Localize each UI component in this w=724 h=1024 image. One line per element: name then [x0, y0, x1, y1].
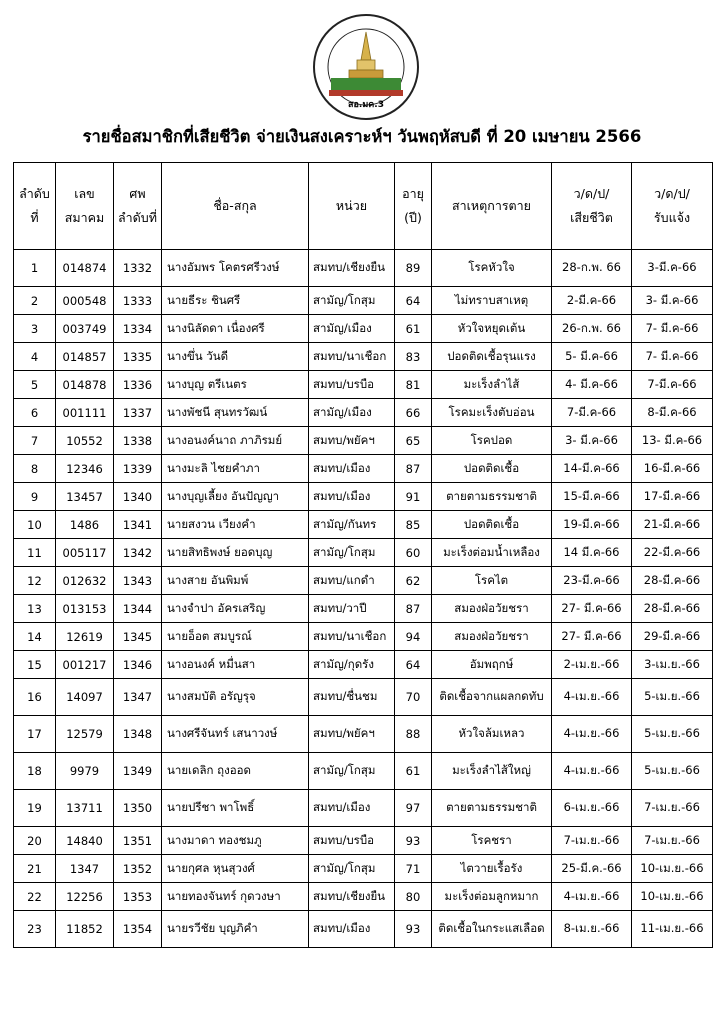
- member-id-cell: 014874: [56, 250, 114, 287]
- corpse-no-cell: 1352: [114, 855, 162, 883]
- row-no-cell: 10: [14, 511, 56, 539]
- row-no-cell: 5: [14, 371, 56, 399]
- notified-date-cell: 3-มี.ค-66: [632, 250, 713, 287]
- unit-cell: สมทบ/ชื่นชม: [309, 679, 395, 716]
- cause-cell: ตายตามธรรมชาติ: [432, 790, 552, 827]
- age-cell: 85: [395, 511, 432, 539]
- corpse-no-cell: 1340: [114, 483, 162, 511]
- unit-cell: สามัญ/โกสุม: [309, 539, 395, 567]
- member-id-cell: 000548: [56, 287, 114, 315]
- notified-date-cell: 7-มี.ค-66: [632, 371, 713, 399]
- table-row: [14, 679, 713, 716]
- age-cell: 87: [395, 455, 432, 483]
- cause-cell: มะเร็งลำไส้: [432, 371, 552, 399]
- member-name-cell: นางบุญ ตรีเนตร: [162, 371, 309, 399]
- member-name-cell: นางสมบัติ อรัญรุจ: [162, 679, 309, 716]
- age-cell: 65: [395, 427, 432, 455]
- cause-cell: มะเร็งลำไส้ใหญ่: [432, 753, 552, 790]
- table-row: [14, 250, 713, 287]
- death-date-cell: 2-เม.ย.-66: [552, 651, 632, 679]
- header-cause: สาเหตุการตาย: [432, 163, 552, 250]
- member-id-cell: 14840: [56, 827, 114, 855]
- table-row: [14, 753, 713, 790]
- age-cell: 66: [395, 399, 432, 427]
- cause-cell: มะเร็งต่อมลูกหมาก: [432, 883, 552, 911]
- row-no-cell: 23: [14, 911, 56, 948]
- cause-cell: โรคปอด: [432, 427, 552, 455]
- age-cell: 93: [395, 911, 432, 948]
- member-id-cell: 014878: [56, 371, 114, 399]
- member-id-cell: 13457: [56, 483, 114, 511]
- cause-cell: หัวใจหยุดเต้น: [432, 315, 552, 343]
- corpse-no-cell: 1339: [114, 455, 162, 483]
- corpse-no-cell: 1351: [114, 827, 162, 855]
- notified-date-cell: 13- มี.ค-66: [632, 427, 713, 455]
- notified-date-cell: 8-มี.ค-66: [632, 399, 713, 427]
- notified-date-cell: 5-เม.ย.-66: [632, 679, 713, 716]
- corpse-no-cell: 1344: [114, 595, 162, 623]
- notified-date-cell: 3-เม.ย.-66: [632, 651, 713, 679]
- row-no-cell: 4: [14, 343, 56, 371]
- notified-date-cell: 10-เม.ย.-66: [632, 883, 713, 911]
- member-id-cell: 9979: [56, 753, 114, 790]
- notified-date-cell: 3- มี.ค-66: [632, 287, 713, 315]
- age-cell: 60: [395, 539, 432, 567]
- member-name-cell: นายทองจันทร์ กุดวงษา: [162, 883, 309, 911]
- row-no-cell: 22: [14, 883, 56, 911]
- member-name-cell: นายธีระ ชินศรี: [162, 287, 309, 315]
- member-id-cell: 12256: [56, 883, 114, 911]
- table-row: [14, 483, 713, 511]
- member-id-cell: 003749: [56, 315, 114, 343]
- cause-cell: อัมพฤกษ์: [432, 651, 552, 679]
- cause-cell: ติดเชื้อจากแผลกดทับ: [432, 679, 552, 716]
- notified-date-cell: 21-มี.ค-66: [632, 511, 713, 539]
- row-no-cell: 8: [14, 455, 56, 483]
- unit-cell: สมทบ/เมือง: [309, 911, 395, 948]
- notified-date-cell: 7-เม.ย.-66: [632, 790, 713, 827]
- corpse-no-cell: 1332: [114, 250, 162, 287]
- member-id-cell: 11852: [56, 911, 114, 948]
- row-no-cell: 18: [14, 753, 56, 790]
- death-date-cell: 7-มี.ค-66: [552, 399, 632, 427]
- member-id-cell: 001111: [56, 399, 114, 427]
- unit-cell: สมทบ/แกดำ: [309, 567, 395, 595]
- table-row: [14, 343, 713, 371]
- row-no-cell: 14: [14, 623, 56, 651]
- member-name-cell: นายปรีชา พาโพธิ์: [162, 790, 309, 827]
- member-id-cell: 10552: [56, 427, 114, 455]
- member-name-cell: นางพัชนี สุนทรวัฒน์: [162, 399, 309, 427]
- death-date-cell: 7-เม.ย.-66: [552, 827, 632, 855]
- unit-cell: สามัญ/เมือง: [309, 315, 395, 343]
- age-cell: 61: [395, 315, 432, 343]
- member-name-cell: นายสิทธิพงษ์ ยอดบุญ: [162, 539, 309, 567]
- unit-cell: สามัญ/กุดรัง: [309, 651, 395, 679]
- unit-cell: สามัญ/กันทร: [309, 511, 395, 539]
- corpse-no-cell: 1333: [114, 287, 162, 315]
- corpse-no-cell: 1342: [114, 539, 162, 567]
- member-id-cell: 012632: [56, 567, 114, 595]
- corpse-no-cell: 1345: [114, 623, 162, 651]
- row-no-cell: 13: [14, 595, 56, 623]
- table-row: [14, 399, 713, 427]
- notified-date-cell: 17-มี.ค-66: [632, 483, 713, 511]
- row-no-cell: 7: [14, 427, 56, 455]
- notified-date-cell: 7- มี.ค-66: [632, 343, 713, 371]
- member-id-cell: 001217: [56, 651, 114, 679]
- member-id-cell: 14097: [56, 679, 114, 716]
- corpse-no-cell: 1341: [114, 511, 162, 539]
- death-date-cell: 4-เม.ย.-66: [552, 679, 632, 716]
- member-id-cell: 12579: [56, 716, 114, 753]
- member-id-cell: 1347: [56, 855, 114, 883]
- header-death-date: ว/ด/ป/ เสียชีวิต: [552, 163, 632, 250]
- unit-cell: สามัญ/โกสุม: [309, 287, 395, 315]
- header-no: ลำดับ ที่: [14, 163, 56, 250]
- death-date-cell: 23-มี.ค-66: [552, 567, 632, 595]
- member-id-cell: 12619: [56, 623, 114, 651]
- member-id-cell: 014857: [56, 343, 114, 371]
- page-title: รายชื่อสมาชิกที่เสียชีวิต จ่ายเงินสงเคราะห์ฯ วันพฤหัสบดี ที่ 20 เมษายน 2566: [82, 127, 642, 146]
- table-row: [14, 595, 713, 623]
- death-date-cell: 26-ก.พ. 66: [552, 315, 632, 343]
- row-no-cell: 1: [14, 250, 56, 287]
- cause-cell: ตายตามธรรมชาติ: [432, 483, 552, 511]
- unit-cell: สมทบ/พยัคฯ: [309, 716, 395, 753]
- death-date-cell: 4- มี.ค-66: [552, 371, 632, 399]
- header-age: อายุ (ปี): [395, 163, 432, 250]
- corpse-no-cell: 1348: [114, 716, 162, 753]
- member-id-cell: 12346: [56, 455, 114, 483]
- row-no-cell: 2: [14, 287, 56, 315]
- corpse-no-cell: 1350: [114, 790, 162, 827]
- member-name-cell: นายรวีชัย บุญภิคำ: [162, 911, 309, 948]
- association-logo: [311, 12, 421, 122]
- age-cell: 94: [395, 623, 432, 651]
- unit-cell: สามัญ/เมือง: [309, 399, 395, 427]
- cause-cell: โรคหัวใจ: [432, 250, 552, 287]
- table-row: [14, 883, 713, 911]
- age-cell: 87: [395, 595, 432, 623]
- member-name-cell: นางมาดา ทองชมภู: [162, 827, 309, 855]
- death-date-cell: 19-มี.ค-66: [552, 511, 632, 539]
- age-cell: 61: [395, 753, 432, 790]
- member-id-cell: 13711: [56, 790, 114, 827]
- row-no-cell: 19: [14, 790, 56, 827]
- table-row: [14, 716, 713, 753]
- notified-date-cell: 5-เม.ย.-66: [632, 716, 713, 753]
- unit-cell: สมทบ/เชียงยืน: [309, 250, 395, 287]
- row-no-cell: 16: [14, 679, 56, 716]
- deceased-members-table: [13, 162, 713, 948]
- table-row: [14, 427, 713, 455]
- notified-date-cell: 7- มี.ค-66: [632, 315, 713, 343]
- row-no-cell: 3: [14, 315, 56, 343]
- corpse-no-cell: 1336: [114, 371, 162, 399]
- table-row: [14, 855, 713, 883]
- corpse-no-cell: 1347: [114, 679, 162, 716]
- cause-cell: ปอดติดเชื้อ: [432, 511, 552, 539]
- member-name-cell: นางอนงค์นาถ ภาภิรมย์: [162, 427, 309, 455]
- member-name-cell: นางอัมพร โคตรศรีวงษ์: [162, 250, 309, 287]
- age-cell: 91: [395, 483, 432, 511]
- age-cell: 97: [395, 790, 432, 827]
- cause-cell: มะเร็งต่อมน้ำเหลือง: [432, 539, 552, 567]
- member-name-cell: นายกุศล หุนสุวงศ์: [162, 855, 309, 883]
- death-date-cell: 8-เม.ย.-66: [552, 911, 632, 948]
- row-no-cell: 6: [14, 399, 56, 427]
- cause-cell: สมองฝ่อวัยชรา: [432, 623, 552, 651]
- death-date-cell: 3- มี.ค-66: [552, 427, 632, 455]
- member-name-cell: นายสงวน เวียงคำ: [162, 511, 309, 539]
- table-row: [14, 790, 713, 827]
- cause-cell: โรคมะเร็งตับอ่อน: [432, 399, 552, 427]
- header-name: ชื่อ-สกุล: [162, 163, 309, 250]
- notified-date-cell: 5-เม.ย.-66: [632, 753, 713, 790]
- corpse-no-cell: 1354: [114, 911, 162, 948]
- cause-cell: ไตวายเรื้อรัง: [432, 855, 552, 883]
- unit-cell: สมทบ/บรบือ: [309, 371, 395, 399]
- table-row: [14, 651, 713, 679]
- row-no-cell: 9: [14, 483, 56, 511]
- unit-cell: สมทบ/เชียงยืน: [309, 883, 395, 911]
- table-row: [14, 623, 713, 651]
- cause-cell: ไม่ทราบสาเหตุ: [432, 287, 552, 315]
- death-date-cell: 27- มี.ค-66: [552, 623, 632, 651]
- row-no-cell: 12: [14, 567, 56, 595]
- age-cell: 62: [395, 567, 432, 595]
- header-row: [14, 163, 713, 250]
- row-no-cell: 20: [14, 827, 56, 855]
- member-id-cell: 005117: [56, 539, 114, 567]
- cause-cell: ติดเชื้อในกระแสเลือด: [432, 911, 552, 948]
- unit-cell: สมทบ/บรบือ: [309, 827, 395, 855]
- table-row: [14, 827, 713, 855]
- member-name-cell: นางศรีจันทร์ เสนาวงษ์: [162, 716, 309, 753]
- death-date-cell: 27- มี.ค-66: [552, 595, 632, 623]
- row-no-cell: 15: [14, 651, 56, 679]
- member-id-cell: 013153: [56, 595, 114, 623]
- header-corpse-no: ศพ ลำดับที่: [114, 163, 162, 250]
- unit-cell: สมทบ/เมือง: [309, 483, 395, 511]
- table-row: [14, 287, 713, 315]
- table-row: [14, 371, 713, 399]
- row-no-cell: 21: [14, 855, 56, 883]
- unit-cell: สมทบ/นาเชือก: [309, 343, 395, 371]
- member-name-cell: นางนิลัดดา เนื่องศรี: [162, 315, 309, 343]
- corpse-no-cell: 1337: [114, 399, 162, 427]
- header-member-id: เลข สมาคม: [56, 163, 114, 250]
- death-date-cell: 4-เม.ย.-66: [552, 883, 632, 911]
- notified-date-cell: 16-มี.ค-66: [632, 455, 713, 483]
- age-cell: 89: [395, 250, 432, 287]
- corpse-no-cell: 1338: [114, 427, 162, 455]
- unit-cell: สามัญ/โกสุม: [309, 753, 395, 790]
- logo-abbr: สอ.มค.3: [348, 100, 384, 110]
- age-cell: 81: [395, 371, 432, 399]
- notified-date-cell: 7-เม.ย.-66: [632, 827, 713, 855]
- cause-cell: โรคไต: [432, 567, 552, 595]
- corpse-no-cell: 1349: [114, 753, 162, 790]
- notified-date-cell: 28-มี.ค-66: [632, 595, 713, 623]
- age-cell: 70: [395, 679, 432, 716]
- unit-cell: สมทบ/นาเชือก: [309, 623, 395, 651]
- cause-cell: สมองฝ่อวัยชรา: [432, 595, 552, 623]
- header-unit: หน่วย: [309, 163, 395, 250]
- cause-cell: ปอดติดเชื้อรุนแรง: [432, 343, 552, 371]
- age-cell: 64: [395, 651, 432, 679]
- notified-date-cell: 10-เม.ย.-66: [632, 855, 713, 883]
- unit-cell: สมทบ/วาปี: [309, 595, 395, 623]
- member-name-cell: นางอนงค์ หมื่นสา: [162, 651, 309, 679]
- corpse-no-cell: 1343: [114, 567, 162, 595]
- age-cell: 64: [395, 287, 432, 315]
- member-name-cell: นายอ็อต สมบูรณ์: [162, 623, 309, 651]
- death-date-cell: 15-มี.ค-66: [552, 483, 632, 511]
- death-date-cell: 4-เม.ย.-66: [552, 716, 632, 753]
- row-no-cell: 11: [14, 539, 56, 567]
- death-date-cell: 2-มี.ค-66: [552, 287, 632, 315]
- unit-cell: สมทบ/เมือง: [309, 790, 395, 827]
- unit-cell: สมทบ/เมือง: [309, 455, 395, 483]
- death-date-cell: 25-มี.ค.-66: [552, 855, 632, 883]
- corpse-no-cell: 1334: [114, 315, 162, 343]
- age-cell: 93: [395, 827, 432, 855]
- unit-cell: สามัญ/โกสุม: [309, 855, 395, 883]
- notified-date-cell: 28-มี.ค-66: [632, 567, 713, 595]
- death-date-cell: 4-เม.ย.-66: [552, 753, 632, 790]
- member-name-cell: นางจำปา อัครเสริญ: [162, 595, 309, 623]
- table-row: [14, 511, 713, 539]
- age-cell: 83: [395, 343, 432, 371]
- corpse-no-cell: 1335: [114, 343, 162, 371]
- member-name-cell: นางขึ่น วันดี: [162, 343, 309, 371]
- member-name-cell: นางสาย อันพิมพ์: [162, 567, 309, 595]
- notified-date-cell: 29-มี.ค-66: [632, 623, 713, 651]
- table-row: [14, 315, 713, 343]
- cause-cell: หัวใจล้มเหลว: [432, 716, 552, 753]
- table-row: [14, 567, 713, 595]
- death-date-cell: 6-เม.ย.-66: [552, 790, 632, 827]
- member-id-cell: 1486: [56, 511, 114, 539]
- age-cell: 80: [395, 883, 432, 911]
- death-date-cell: 14 มี.ค-66: [552, 539, 632, 567]
- table-row: [14, 911, 713, 948]
- member-name-cell: นางบุญเลี้ยง อันปัญญา: [162, 483, 309, 511]
- unit-cell: สมทบ/พยัคฯ: [309, 427, 395, 455]
- cause-cell: โรคชรา: [432, 827, 552, 855]
- age-cell: 71: [395, 855, 432, 883]
- corpse-no-cell: 1346: [114, 651, 162, 679]
- member-name-cell: นางมะลิ ไชยคำภา: [162, 455, 309, 483]
- table-row: [14, 455, 713, 483]
- corpse-no-cell: 1353: [114, 883, 162, 911]
- member-name-cell: นายเดลิก ถุงออด: [162, 753, 309, 790]
- header-notified-date: ว/ด/ป/ รับแจ้ง: [632, 163, 713, 250]
- notified-date-cell: 11-เม.ย.-66: [632, 911, 713, 948]
- age-cell: 88: [395, 716, 432, 753]
- table-row: [14, 539, 713, 567]
- row-no-cell: 17: [14, 716, 56, 753]
- death-date-cell: 28-ก.พ. 66: [552, 250, 632, 287]
- cause-cell: ปอดติดเชื้อ: [432, 455, 552, 483]
- notified-date-cell: 22-มี.ค-66: [632, 539, 713, 567]
- death-date-cell: 14-มี.ค-66: [552, 455, 632, 483]
- death-date-cell: 5- มี.ค-66: [552, 343, 632, 371]
